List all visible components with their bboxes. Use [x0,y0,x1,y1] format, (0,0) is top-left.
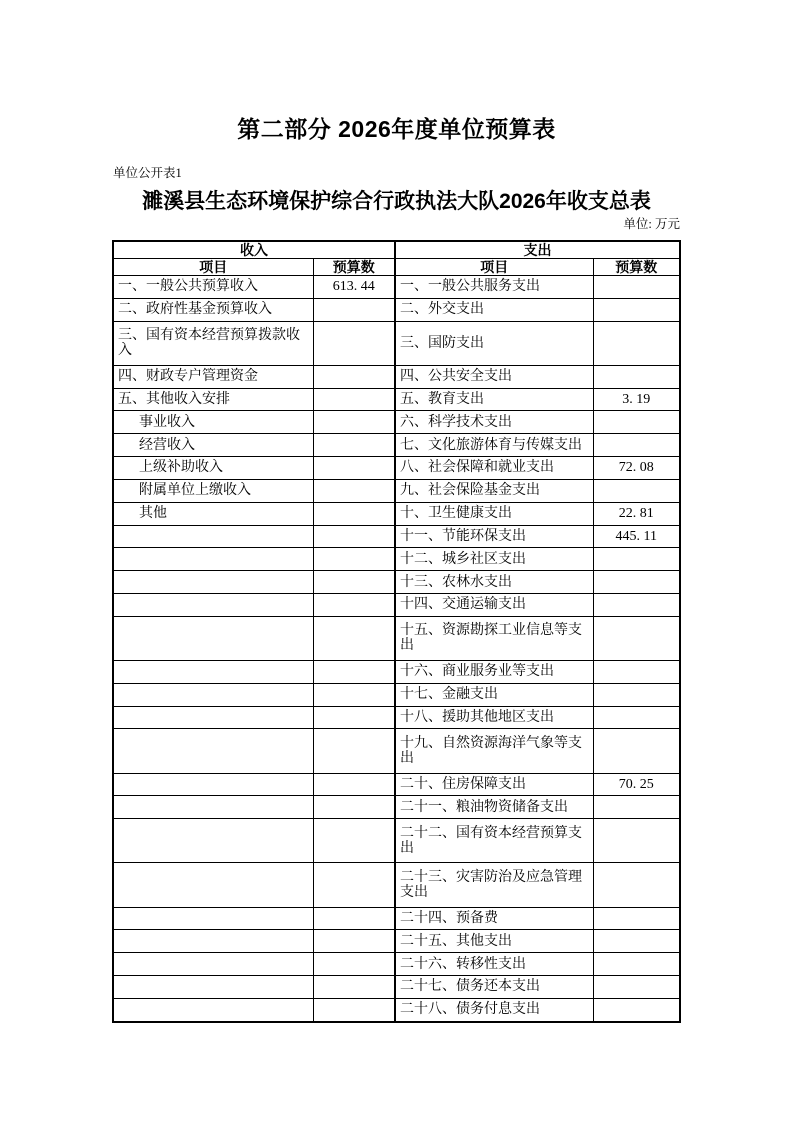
table-row [113,683,680,706]
expense-budget-cell [593,930,680,953]
income-item-cell: 一、一般公共预算收入 [113,276,313,299]
income-item-header: 项目 [113,259,313,276]
expense-budget-cell: 445. 11 [593,525,680,548]
table-row [113,388,680,411]
income-item-cell: 其他 [113,502,313,525]
expense-budget-cell [593,953,680,976]
income-budget-cell [313,953,395,976]
expense-item-cell: 九、社会保险基金支出 [395,479,593,502]
expense-budget-cell [593,998,680,1022]
income-budget-cell [313,796,395,819]
income-budget-cell [313,683,395,706]
expense-item-cell: 八、社会保障和就业支出 [395,457,593,480]
expense-budget-cell [593,683,680,706]
expense-item-cell: 十、卫生健康支出 [395,502,593,525]
expense-item-cell: 四、公共安全支出 [395,365,593,388]
expense-item-cell: 十二、城乡社区支出 [395,548,593,571]
expense-item-cell: 十八、援助其他地区支出 [395,706,593,729]
income-budget-cell [313,548,395,571]
table-row [113,953,680,976]
expense-item-cell: 二十三、灾害防治及应急管理支出 [395,863,593,907]
income-budget-cell [313,321,395,365]
expense-item-cell: 七、文化旅游体育与传媒支出 [395,434,593,457]
income-budget-cell [313,525,395,548]
table-row [113,976,680,999]
income-item-cell: 上级补助收入 [113,457,313,480]
income-item-cell [113,998,313,1022]
income-budget-cell [313,976,395,999]
expense-item-cell: 二十四、预备费 [395,907,593,930]
expense-budget-cell [593,593,680,616]
expense-budget-cell [593,365,680,388]
income-item-cell [113,930,313,953]
table-row [113,571,680,594]
expense-item-cell: 二十六、转移性支出 [395,953,593,976]
expense-item-header: 项目 [395,259,593,276]
income-item-cell [113,593,313,616]
table-title: 濉溪县生态环境保护综合行政执法大队2026年收支总表 [142,190,651,213]
income-item-cell: 四、财政专户管理资金 [113,365,313,388]
expense-budget-cell [593,660,680,683]
table-row [113,616,680,660]
income-item-cell [113,907,313,930]
table-row [113,930,680,953]
table-row [113,276,680,299]
expense-item-cell: 二十一、粮油物资储备支出 [395,796,593,819]
income-item-cell [113,729,313,773]
income-budget-cell [313,998,395,1022]
income-item-cell: 二、政府性基金预算收入 [113,298,313,321]
expense-item-cell: 二十五、其他支出 [395,930,593,953]
table-row [113,502,680,525]
income-item-cell [113,548,313,571]
table-row [113,819,680,863]
income-budget-cell [313,457,395,480]
expense-budget-cell [593,276,680,299]
expense-item-cell: 十一、节能环保支出 [395,525,593,548]
expense-budget-header: 预算数 [593,259,680,276]
expense-budget-cell [593,729,680,773]
expense-item-cell: 十七、金融支出 [395,683,593,706]
income-item-cell [113,660,313,683]
expense-budget-cell [593,434,680,457]
income-budget-cell [313,593,395,616]
expense-budget-cell [593,976,680,999]
table-row [113,907,680,930]
table-row [113,548,680,571]
income-budget-cell [313,863,395,907]
expense-item-cell: 一、一般公共服务支出 [395,276,593,299]
expense-budget-cell [593,479,680,502]
expense-item-cell: 二十二、国有资本经营预算支出 [395,819,593,863]
expense-budget-cell [593,819,680,863]
table-row [113,998,680,1022]
group-header-row [113,241,680,259]
table-body [113,276,680,1023]
income-item-cell: 三、国有资本经营预算拨款收入 [113,321,313,365]
table-row [113,365,680,388]
expense-item-cell: 十六、商业服务业等支出 [395,660,593,683]
expense-budget-cell [593,907,680,930]
income-item-cell [113,796,313,819]
expense-budget-cell: 70. 25 [593,773,680,796]
expense-item-cell: 十九、自然资源海洋气象等支出 [395,729,593,773]
income-budget-cell [313,907,395,930]
expense-budget-cell [593,321,680,365]
expense-item-cell: 十三、农林水支出 [395,571,593,594]
expense-budget-cell [593,548,680,571]
expense-budget-cell: 72. 08 [593,457,680,480]
expense-budget-cell [593,571,680,594]
income-budget-cell [313,365,395,388]
income-budget-cell [313,411,395,434]
table-label: 单位公开表1 [113,166,182,180]
unit-note: 单位: 万元 [623,217,680,231]
table-row [113,773,680,796]
income-budget-cell: 613. 44 [313,276,395,299]
income-item-cell: 五、其他收入安排 [113,388,313,411]
income-budget-cell [313,479,395,502]
income-budget-cell [313,773,395,796]
section-title: 第二部分 2026年度单位预算表 [237,116,556,142]
table-row [113,434,680,457]
expense-budget-cell: 3. 19 [593,388,680,411]
income-budget-header: 预算数 [313,259,395,276]
expense-item-cell: 六、科学技术支出 [395,411,593,434]
table-row [113,796,680,819]
income-budget-cell [313,930,395,953]
income-item-cell: 事业收入 [113,411,313,434]
expense-budget-cell [593,298,680,321]
income-budget-cell [313,388,395,411]
income-item-cell [113,525,313,548]
income-item-cell [113,616,313,660]
income-budget-cell [313,434,395,457]
table-row [113,863,680,907]
income-item-cell [113,819,313,863]
expense-group-header: 支出 [395,241,680,259]
income-item-cell [113,706,313,729]
income-item-cell [113,863,313,907]
income-budget-cell [313,729,395,773]
income-item-cell [113,773,313,796]
income-budget-cell [313,571,395,594]
column-header-row [113,259,680,276]
table-row [113,593,680,616]
income-budget-cell [313,660,395,683]
expense-budget-cell [593,706,680,729]
table-header [113,241,680,276]
expense-item-cell: 二十七、债务还本支出 [395,976,593,999]
expense-budget-cell [593,796,680,819]
income-budget-cell [313,298,395,321]
expense-item-cell: 三、国防支出 [395,321,593,365]
table-row [113,457,680,480]
income-item-cell: 附属单位上缴收入 [113,479,313,502]
table-row [113,729,680,773]
expense-budget-cell [593,411,680,434]
table-row [113,525,680,548]
expense-item-cell: 二十、住房保障支出 [395,773,593,796]
income-budget-cell [313,616,395,660]
income-item-cell [113,571,313,594]
income-item-cell [113,953,313,976]
income-item-cell: 经营收入 [113,434,313,457]
table-row [113,411,680,434]
expense-budget-cell [593,616,680,660]
table-row [113,706,680,729]
expense-item-cell: 二、外交支出 [395,298,593,321]
expense-item-cell: 二十八、债务付息支出 [395,998,593,1022]
table-row [113,479,680,502]
income-group-header: 收入 [113,241,395,259]
expense-item-cell: 十五、资源勘探工业信息等支出 [395,616,593,660]
expense-item-cell: 五、教育支出 [395,388,593,411]
income-budget-cell [313,819,395,863]
income-item-cell [113,683,313,706]
table-row [113,298,680,321]
income-item-cell [113,976,313,999]
income-budget-cell [313,502,395,525]
income-budget-cell [313,706,395,729]
expense-budget-cell: 22. 81 [593,502,680,525]
expense-item-cell: 十四、交通运输支出 [395,593,593,616]
budget-table [112,240,681,1023]
expense-budget-cell [593,863,680,907]
table-row [113,321,680,365]
table-row [113,660,680,683]
